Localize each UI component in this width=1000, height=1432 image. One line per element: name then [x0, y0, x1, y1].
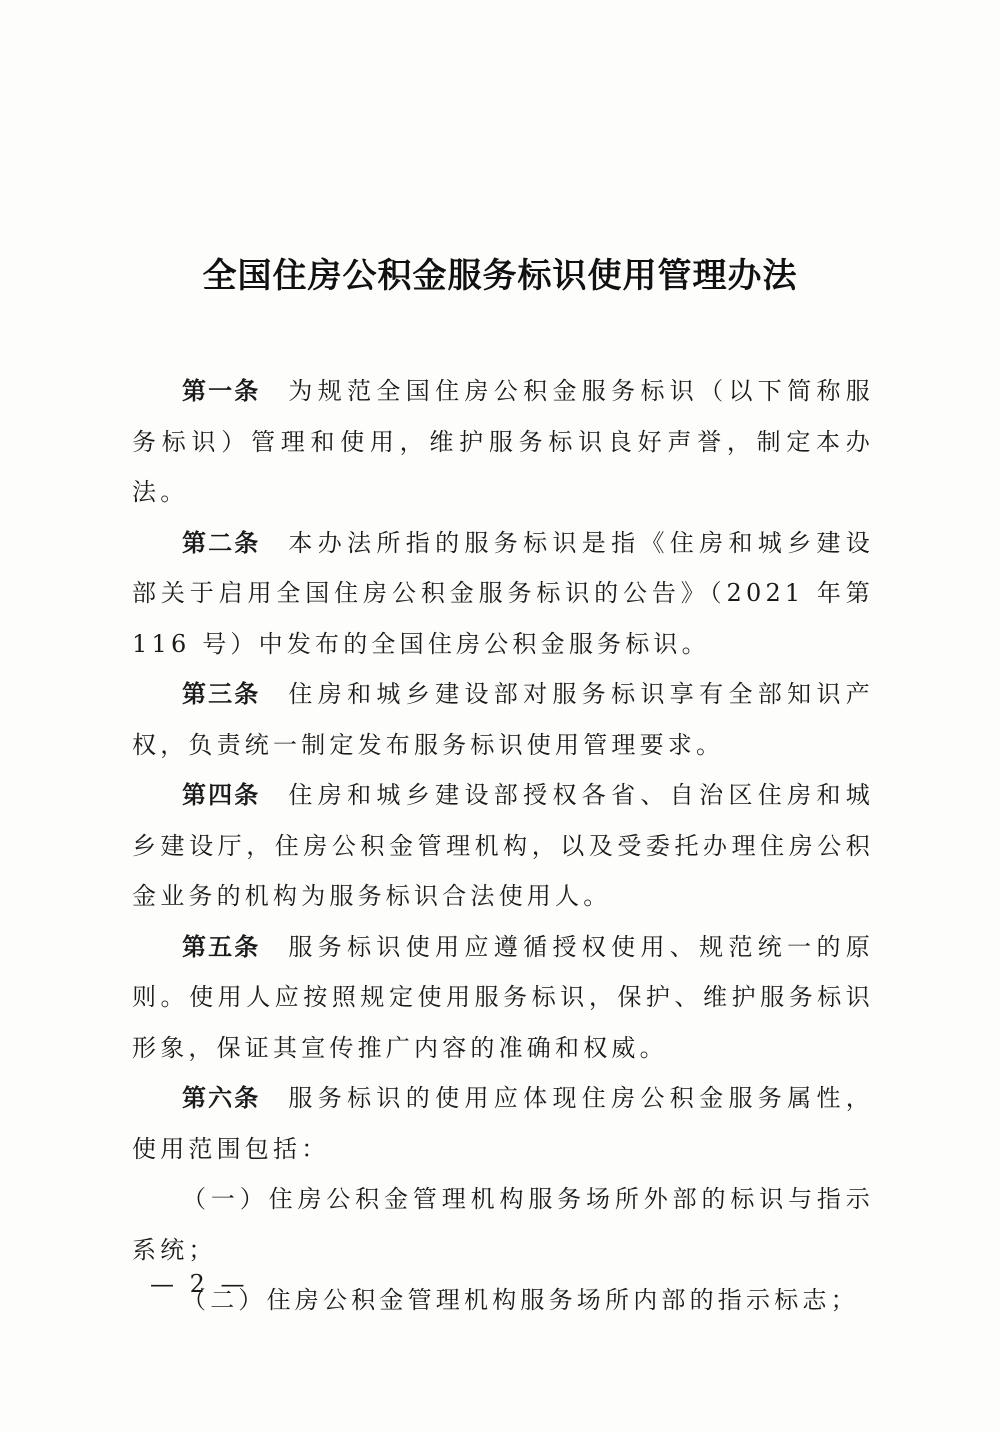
article-label: 第四条 [182, 781, 261, 809]
article-label: 第五条 [182, 932, 261, 961]
article-2 [132, 518, 874, 670]
article-3 [132, 669, 874, 770]
article-label: 第六条 [182, 1084, 261, 1112]
article-text: 服务标识的使用应体现住房公积金服务属性，使用范围包括： [132, 1084, 875, 1163]
article-label: 第三条 [182, 680, 261, 708]
article-5 [132, 922, 874, 1074]
article-text: 为规范全国住房公积金服务标识（以下简称服务标识）管理和使用，维护服务标识良好声誉，制定本办法。 [132, 377, 875, 506]
article-label: 第二条 [182, 528, 261, 557]
article-text: 服务标识使用应遵循授权使用、规范统一的原则。使用人应按照规定使用服务标识，保护、维护服务标识形象，保证其宣传推广内容的准确和权威。 [132, 932, 875, 1062]
list-item-2: （二）住房公积金管理机构服务场所内部的指示标志； [182, 1286, 859, 1314]
article-6 [132, 1073, 874, 1174]
document-title: 全国住房公积金服务标识使用管理办法 [202, 256, 798, 296]
article-text: 住房和城乡建设部对服务标识享有全部知识产权，负责统一制定发布服务标识使用管理要求。 [132, 680, 875, 759]
page-number: — 2 — [150, 1270, 249, 1298]
article-label: 第一条 [182, 377, 261, 405]
list-item-1: （一）住房公积金管理机构服务场所外部的标识与指示系统； [132, 1185, 874, 1264]
document-body [132, 366, 874, 1326]
article-4 [132, 770, 874, 922]
article-text: 住房和城乡建设部授权各省、自治区住房和城乡建设厅，住房公积金管理机构，以及受委托办理住房公积金业务的机构为服务标识合法使用人。 [132, 781, 875, 910]
article-text: 本办法所指的服务标识是指《住房和城乡建设部关于启用全国住房公积金服务标识的公告》（2021 年第 116 号）中发布的全国住房公积金服务标识。 [132, 528, 875, 658]
article-1 [132, 366, 874, 518]
